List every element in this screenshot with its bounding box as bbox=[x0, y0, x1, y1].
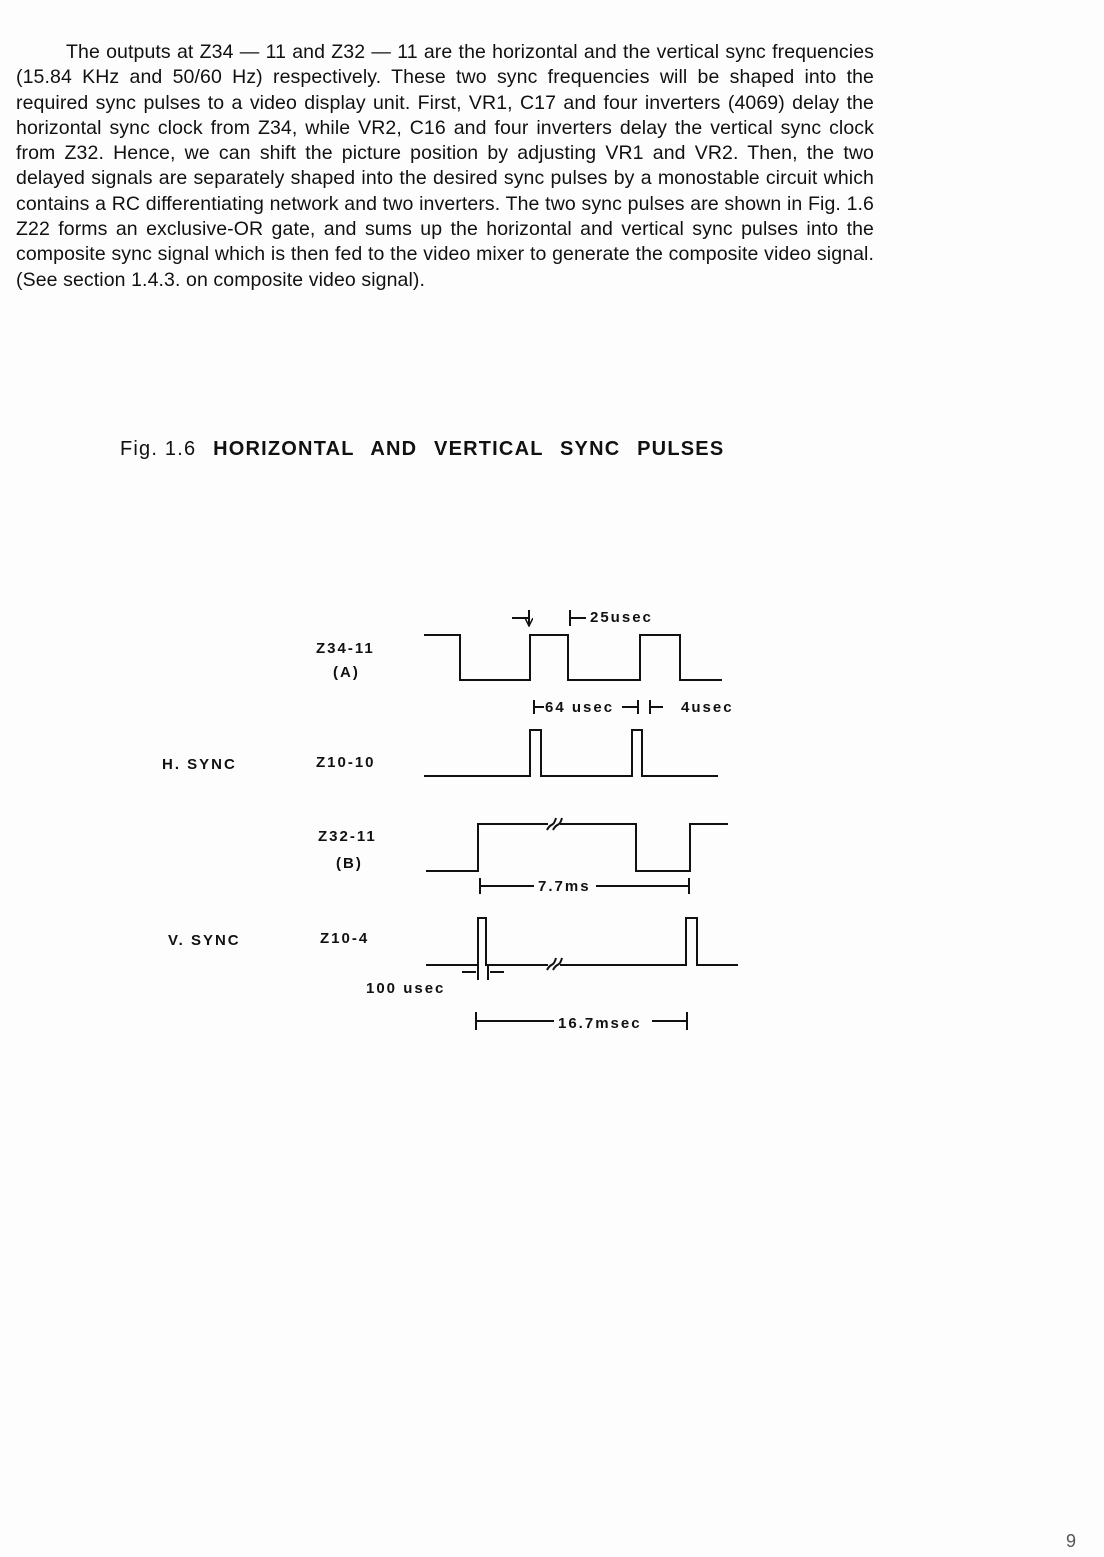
waveform-z32-11 bbox=[426, 824, 728, 871]
page-number: 9 bbox=[1066, 1531, 1077, 1551]
signal-label-z10-4: Z10-4 bbox=[320, 930, 370, 947]
arrow-64usec-end bbox=[622, 700, 638, 714]
signal-label-z10-10: Z10-10 bbox=[316, 754, 376, 771]
arrow-25usec-right bbox=[570, 610, 586, 626]
arrow-7-7ms bbox=[480, 878, 689, 894]
arrow-100usec-left bbox=[462, 964, 478, 980]
signal-tag-b: (B) bbox=[336, 855, 363, 872]
arrow-64usec-start bbox=[534, 700, 544, 714]
signal-label-z34-11: Z34-11 bbox=[316, 640, 375, 657]
group-label-v-sync: V. SYNC bbox=[168, 932, 241, 949]
timing-label-7-7ms: 7.7ms bbox=[538, 878, 591, 895]
signal-tag-a: (A) bbox=[333, 664, 360, 681]
figure-number: Fig. 1.6 bbox=[120, 438, 197, 460]
timing-label-16-7msec: 16.7msec bbox=[558, 1015, 642, 1032]
timing-label-100usec: 100 usec bbox=[366, 980, 446, 997]
arrow-16-7msec bbox=[476, 1012, 687, 1030]
group-label-h-sync: H. SYNC bbox=[162, 756, 237, 773]
arrow-4usec-start bbox=[650, 700, 663, 714]
arrow-25usec-left bbox=[512, 610, 529, 626]
waveform-z10-4 bbox=[426, 918, 738, 965]
waveform-z10-10 bbox=[424, 730, 718, 776]
waveform-z34-11 bbox=[424, 635, 722, 680]
arrow-100usec-right bbox=[488, 964, 504, 980]
break-mark-z10-4 bbox=[547, 958, 562, 970]
figure-title: HORIZONTAL AND VERTICAL SYNC PULSES bbox=[213, 438, 725, 460]
timing-label-64usec: 64 usec bbox=[545, 699, 615, 716]
signal-label-z32-11: Z32-11 bbox=[318, 828, 377, 845]
body-paragraph: The outputs at Z34 — 11 and Z32 — 11 are the horizontal and the vertical sync frequencies (15.84 KHz and 50/60 Hz) respectively. These two sync frequencies will be shaped into the required sync pulses to a video display unit. First, VR1, C17 and four inverters (4069) delay the horizontal sync clock from Z34, while VR2, C16 and four inverters delay the vertical sync clock from Z32. Hence, we can shift the picture position by adjusting VR1 and VR2. Then, the two delayed signals are separately shaped into the desired sync pulses by a monostable circuit which contains a RC differentiating network and two inverters. The two sync pulses are shown in Fig. 1.6 Z22 forms an exclusive-OR gate, and sums up the horizontal and vertical sync pulses into the composite sync signal which is then fed to the video mixer to generate the composite video signal. (See section 1.4.3. on composite video signal). bbox=[16, 41, 874, 291]
break-mark-z32 bbox=[547, 818, 562, 830]
timing-label-25usec: 25usec bbox=[590, 609, 653, 626]
timing-label-4usec: 4usec bbox=[681, 699, 734, 716]
